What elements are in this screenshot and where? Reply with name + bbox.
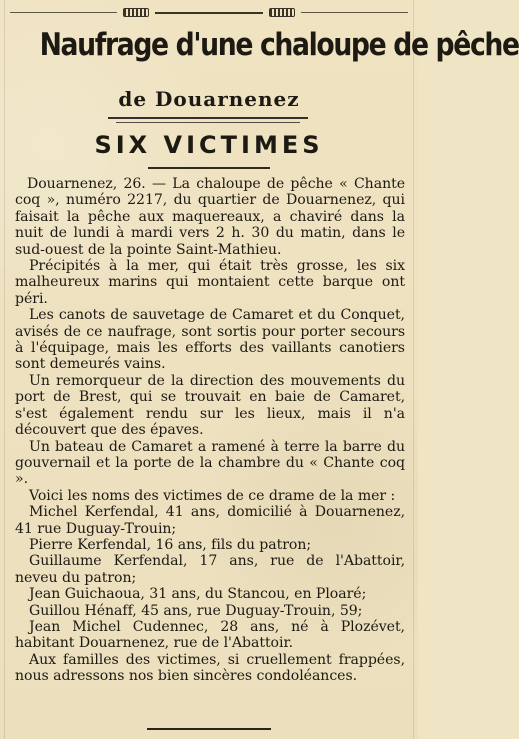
decorative-double-rule bbox=[108, 117, 308, 125]
top-ornament bbox=[10, 7, 408, 18]
subheadline: de Douarnenez bbox=[118, 87, 300, 111]
article-paragraph: Un bateau de Camaret a ramené à terre la barre du gouvernail et la porte de la chambre du « Chante coq ». bbox=[15, 438, 405, 488]
victim-entry: Guillaume Kerfendal, 17 ans, rue de l'Abattoir, neveu du patron; bbox=[15, 553, 405, 586]
headline: Naufrage d'une chaloupe de pêche bbox=[39, 27, 519, 63]
article-body bbox=[15, 176, 405, 685]
top-ornament-line-left bbox=[10, 12, 117, 13]
article-paragraph: Précipités à la mer, qui était très grosse, les six malheureux marins qui montaient cette barque ont péri. bbox=[15, 258, 405, 307]
victim-entry: Pierre Kerfendal, 16 ans, fils du patron; bbox=[29, 536, 312, 553]
top-ornament-block-right bbox=[269, 8, 295, 17]
article-paragraph: Un remorqueur de la direction des mouvements du port de Brest, qui se trouvait en baie de Camaret, s'est également rendu sur les lieux, mais il n'a découvert que des épaves. bbox=[15, 372, 405, 439]
victim-entry: Guillou Hénaff, 45 ans, rue Duguay-Trouin, 59; bbox=[29, 602, 363, 619]
top-ornament-line-center bbox=[155, 12, 262, 14]
article-paragraph: Les canots de sauvetage de Camaret et du Conquet, avisés de ce naufrage, sont sortis pour porter secours à l'équipage, mais les efforts des vaillants canotiers sont demeurés vains. bbox=[15, 307, 405, 373]
article-top-rule bbox=[148, 167, 270, 169]
victim-entry: Jean Michel Cudennec, 28 ans, né à Plozévet, habitant Douarnenez, rue de l'Abattoir. bbox=[15, 618, 405, 652]
top-ornament-block-left bbox=[123, 8, 149, 17]
top-ornament-line-right bbox=[301, 12, 408, 13]
decorative-rule-bottom bbox=[116, 122, 300, 123]
article-paragraph: Aux familles des victimes, si cruellement frappées, nous adressons nos bien sincères condoléances. bbox=[15, 651, 405, 685]
victim-entry: Michel Kerfendal, 41 ans, domicilié à Douarnenez, 41 rue Duguay-Trouin; bbox=[15, 504, 405, 537]
victim-entry: Jean Guichaoua, 31 ans, du Stancou, en Ploaré; bbox=[29, 586, 367, 603]
decorative-rule-top bbox=[108, 117, 308, 119]
article-paragraph: Voici les noms des victimes de ce drame de la mer : bbox=[29, 487, 396, 504]
article-bottom-rule bbox=[147, 728, 271, 730]
kicker-heading: SIX VICTIMES bbox=[94, 131, 324, 159]
article-paragraph: Douarnenez, 26. — La chaloupe de pêche « Chante coq », numéro 2217, du quartier de Douarnenez, qui faisait la pêche aux maquereaux, a chaviré dans la nuit de lundi à mardi vers 2 h. 30 du matin, dans le sud-ouest de la pointe Saint-Mathieu. bbox=[15, 176, 405, 258]
